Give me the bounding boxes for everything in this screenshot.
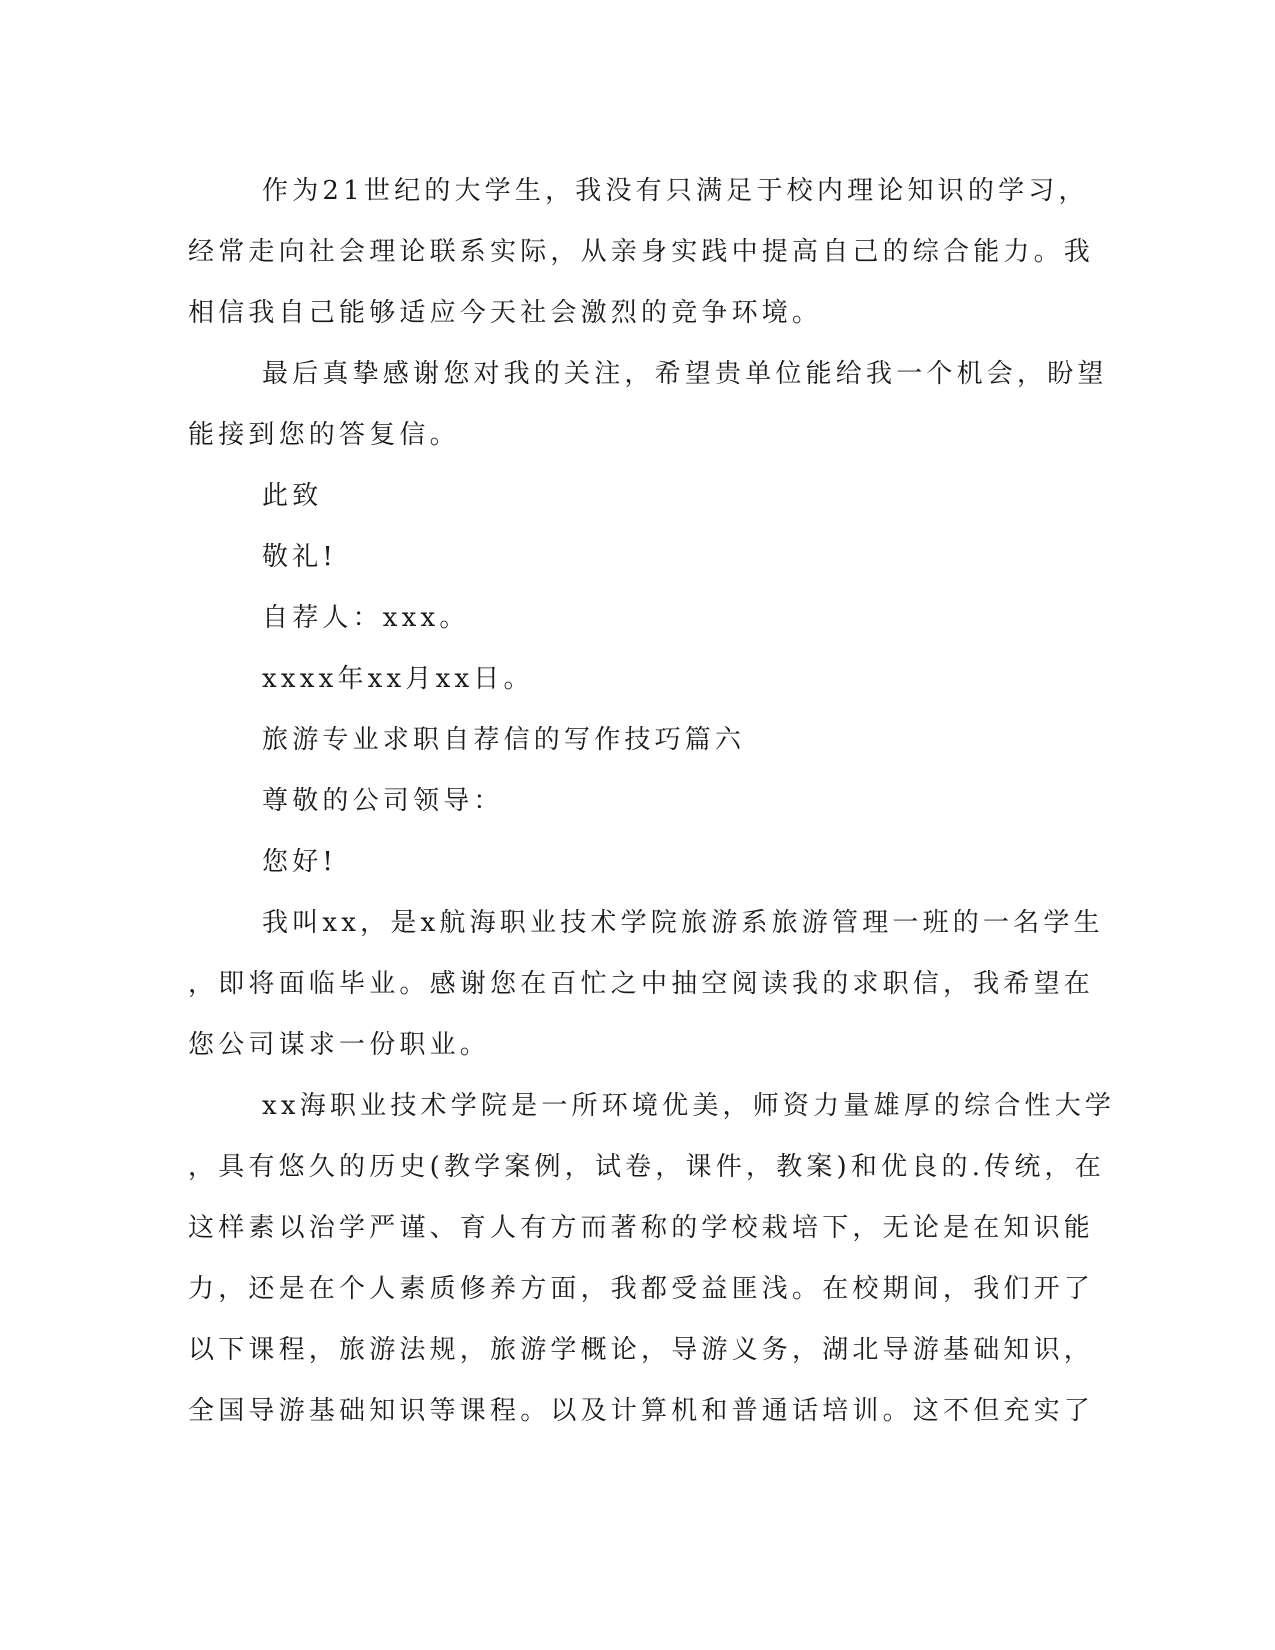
text-line: 力，还是在个人素质修养方面，我都受益匪浅。在校期间，我们开了 [188, 1274, 1095, 1304]
text-line: 您公司谋求一份职业。 [188, 1030, 491, 1060]
text-line: 最后真挚感谢您对我的关注，希望贵单位能给我一个机会，盼望 [262, 359, 1108, 389]
text-line: 相信我自己能够适应今天社会激烈的竞争环境。 [188, 298, 823, 328]
text-line: 全国导游基础知识等课程。以及计算机和普通话培训。这不但充实了 [188, 1396, 1095, 1426]
section-heading: 旅游专业求职自荐信的写作技巧篇六 [262, 725, 746, 755]
text-line: ，即将面临毕业。感谢您在百忙之中抽空阅读我的求职信，我希望在 [188, 969, 1095, 999]
text-line: 这样素以治学严谨、育人有方而著称的学校栽培下，无论是在知识能 [188, 1213, 1095, 1243]
greeting-line: 您好! [262, 847, 338, 877]
greeting-line: 尊敬的公司领导： [262, 786, 504, 816]
text-line: 经常走向社会理论联系实际，从亲身实践中提高自己的综合能力。我 [188, 237, 1095, 267]
text-line: xx海职业技术学院是一所环境优美，师资力量雄厚的综合性大学 [262, 1091, 1116, 1121]
letter-body [188, 161, 1116, 1442]
closing-regards: 敬礼! [262, 542, 338, 572]
text-line: 作为21世纪的大学生，我没有只满足于校内理论知识的学习， [262, 176, 1089, 206]
signature-line: 自荐人：xxx。 [262, 603, 470, 633]
text-line: 以下课程，旅游法规，旅游学概论，导游义务，湖北导游基础知识， [188, 1335, 1095, 1365]
date-line: xxxx年xx月xx日。 [262, 664, 534, 694]
text-line: 能接到您的答复信。 [188, 420, 460, 450]
text-line: 我叫xx，是x航海职业技术学院旅游系旅游管理一班的一名学生 [262, 908, 1104, 938]
text-line: ，具有悠久的历史(教学案例，试卷，课件，教案)和优良的.传统，在 [188, 1152, 1105, 1182]
closing-salutation: 此致 [262, 481, 323, 511]
